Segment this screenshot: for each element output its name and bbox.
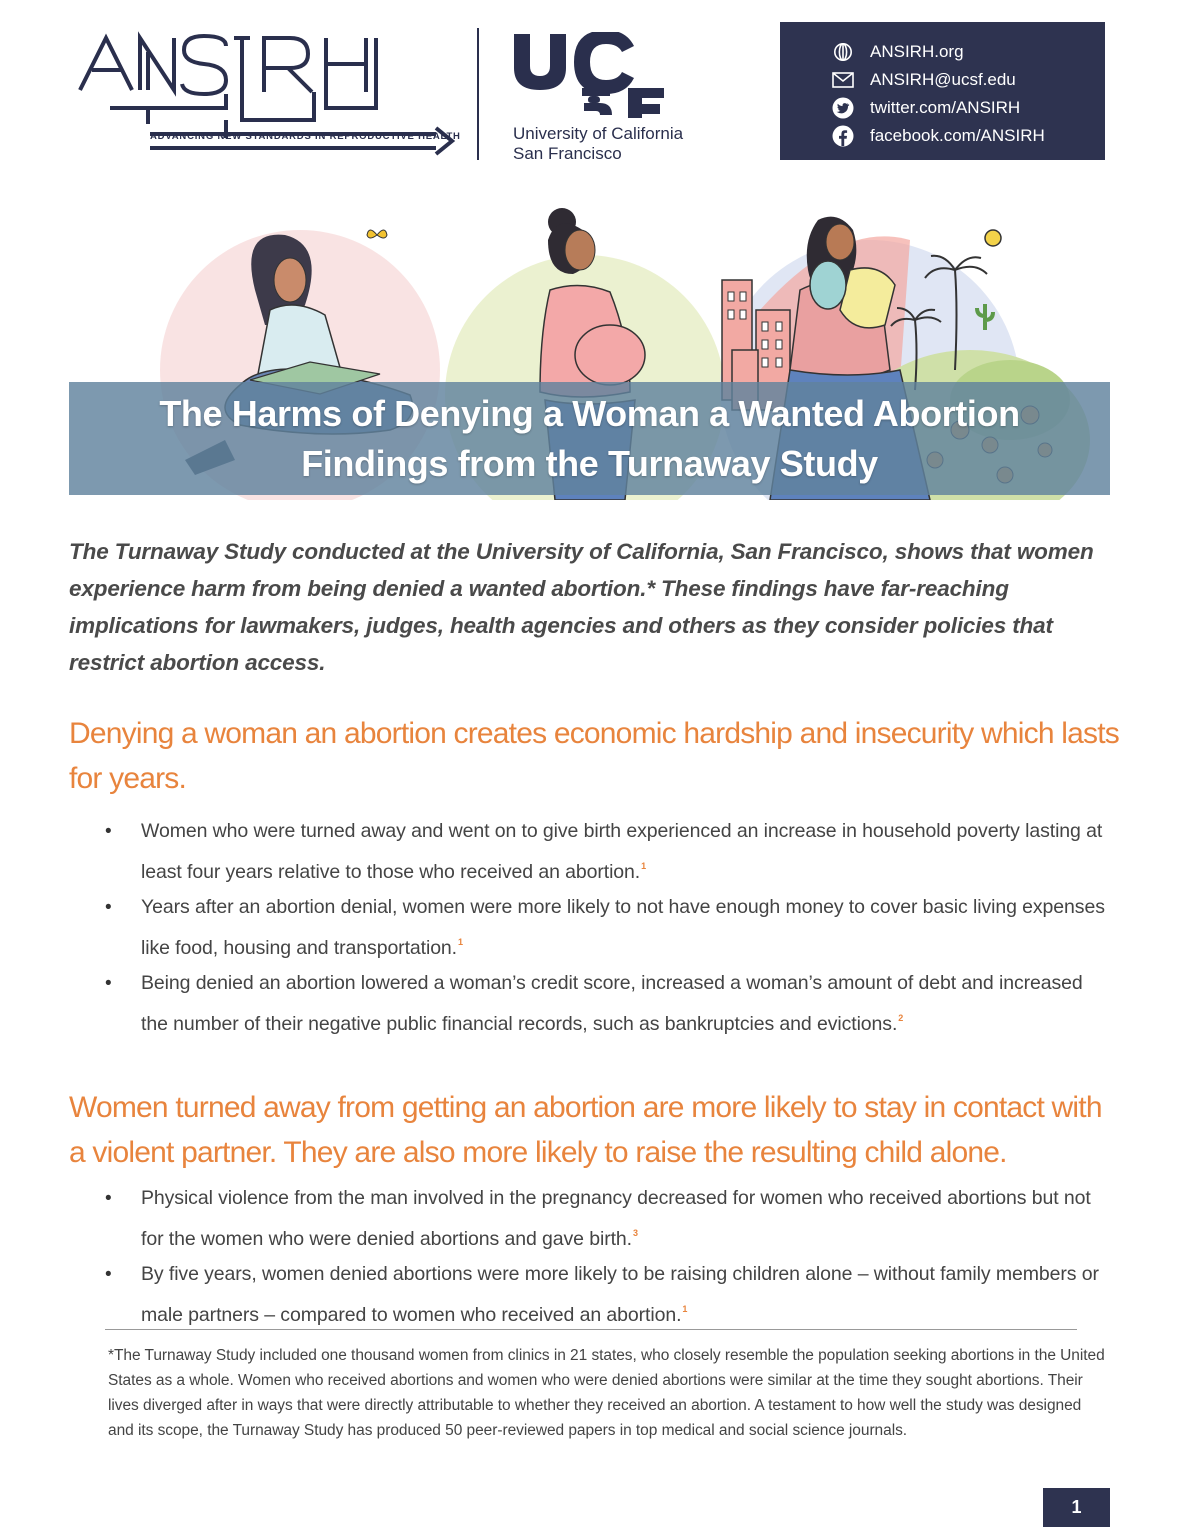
footnote-ref[interactable]: 3 xyxy=(632,1228,638,1238)
list-item xyxy=(69,890,1114,966)
envelope-icon xyxy=(832,69,854,91)
list-item xyxy=(69,1257,1114,1333)
title-banner xyxy=(69,382,1110,495)
bullet-dot: • xyxy=(105,897,112,918)
bullet-text: Physical violence from the man involved in the pregnancy decreased for women who received abortions but not for the women who were denied abortions and gave birth. xyxy=(141,1187,1091,1250)
bullet-dot: • xyxy=(105,1264,112,1285)
ucsf-name-line2: San Francisco xyxy=(513,144,622,163)
contact-twitter-text: twitter.com/ANSIRH xyxy=(870,98,1021,117)
footnote: *The Turnaway Study included one thousand women from clinics in 21 states, who closely resemble the population seeking abortions in the United States as a whole. Women who received abortions and women who were denied abortions were similar at the time they sought abortions. Their lives diverged after in ways that were directly attributable to whether they received an abortion. A testament to how well the study was designed and its scope, the Turnaway Study has produced 50 peer-reviewed papers in top medical and social science journals. xyxy=(108,1347,1105,1439)
footnote-ref[interactable]: 1 xyxy=(641,861,647,871)
bullet-dot: • xyxy=(105,821,112,842)
bullet-text: Years after an abortion denial, women were more likely to not have enough money to cover basic living expenses like food, housing and transportation. xyxy=(141,896,1105,959)
bullet-text: Being denied an abortion lowered a woman’s credit score, increased a woman’s amount of debt and increased the number of their negative public financial records, such as bankruptcies and evictions. xyxy=(141,972,1083,1035)
list-item xyxy=(69,1181,1114,1257)
page-title: The Harms of Denying a Woman a Wanted Abortion xyxy=(159,392,1020,434)
bullet-text: Women who were turned away and went on to give birth experienced an increase in household poverty lasting at least four years relative to those who received an abortion. xyxy=(141,820,1103,883)
footnote-divider xyxy=(105,1329,1077,1330)
globe-icon xyxy=(832,41,854,63)
ansirh-tagline: ADVANCING NEW STANDARDS IN REPRODUCTIVE HEALTH xyxy=(150,131,461,142)
contact-email[interactable] xyxy=(832,66,1105,94)
facebook-icon xyxy=(832,125,854,147)
ucsf-logo-mark xyxy=(512,32,672,118)
violence-bullet-list xyxy=(69,1181,1114,1333)
list-item xyxy=(69,814,1114,890)
economic-bullet-list xyxy=(69,814,1114,1042)
intro-paragraph: The Turnaway Study conducted at the University of California, San Francisco, shows that women experience harm from being denied a wanted abortion.* These findings have far-reaching implications for lawmakers, judges, health agencies and others as they consider policies that restrict abortion access. xyxy=(69,539,1094,675)
ucsf-logo[interactable] xyxy=(512,32,752,167)
ucsf-name xyxy=(513,124,743,164)
butterfly-icon xyxy=(367,230,387,238)
ucsf-name-line1: University of California xyxy=(513,124,684,143)
list-item xyxy=(69,966,1114,1042)
twitter-icon xyxy=(832,97,854,119)
contact-website-text: ANSIRH.org xyxy=(870,42,964,61)
contact-twitter[interactable] xyxy=(832,94,1105,122)
page-number: 1 xyxy=(1043,1488,1110,1527)
bullet-dot: • xyxy=(105,973,112,994)
contact-box xyxy=(780,22,1105,160)
contact-facebook[interactable] xyxy=(832,122,1105,150)
section-heading-violence: Women turned away from getting an abortion are more likely to stay in contact with a violent partner. They are also more likely to raise the resulting child alone. xyxy=(69,1091,1102,1169)
page-subtitle: Findings from the Turnaway Study xyxy=(301,442,878,484)
contact-facebook-text: facebook.com/ANSIRH xyxy=(870,126,1045,145)
footnote-ref[interactable]: 1 xyxy=(682,1304,688,1314)
contact-email-text: ANSIRH@ucsf.edu xyxy=(870,70,1016,89)
header-divider xyxy=(477,28,479,160)
footnote-ref[interactable]: 2 xyxy=(898,1013,904,1023)
bullet-dot: • xyxy=(105,1188,112,1209)
footnote-ref[interactable]: 1 xyxy=(458,937,463,947)
section-heading-economic: Denying a woman an abortion creates economic hardship and insecurity which lasts for years. xyxy=(69,717,1119,795)
bullet-text: By five years, women denied abortions were more likely to be raising children alone – without family members or male partners – compared to women who received an abortion. xyxy=(141,1263,1099,1326)
contact-website[interactable] xyxy=(832,38,1105,66)
